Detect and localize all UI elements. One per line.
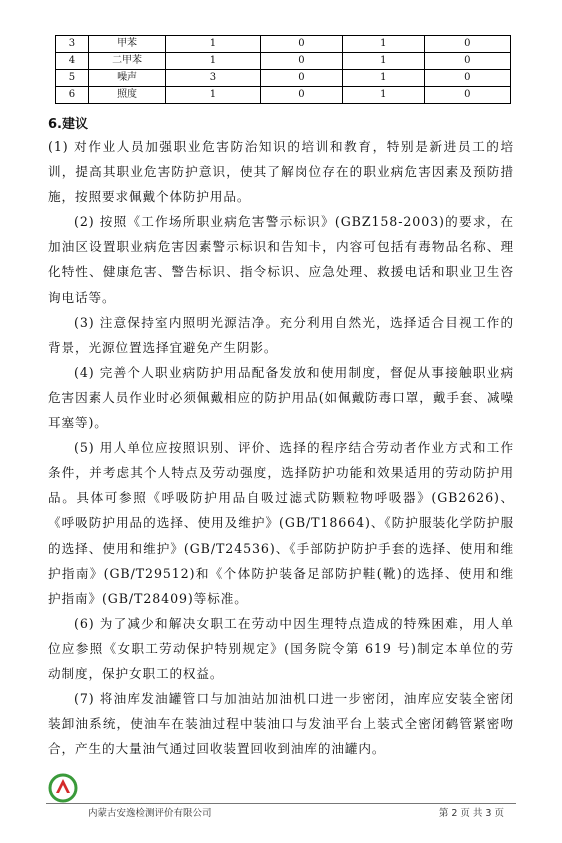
table-row xyxy=(56,87,511,104)
paragraph-5: (5) 用人单位应按照识别、评价、选择的程序结合劳动者作业方式和工作条件，并考虑其个人特点及劳动强度，选择防护功能和效果适用的劳动防护用品。具体可参照《呼吸防护用品自吸过滤式防颗粒物呼吸器》(GB2626)、《呼吸防护用品的选择、使用及维护》(GB/T18664)、《防护服装化学防护服的选择、使用和维护》(GB/T24536)、《手部防护防护手套的选择、使用和维护指南》(GB/T29512)和《个体防护装备足部防护鞋(靴)的选择、使用和维护指南》(GB/T28409)等标准。 xyxy=(48,440,514,606)
paragraph-4: (4) 完善个人职业病防护用品配备发放和使用制度，督促从事接触职业病危害因素人员作业时必须佩戴相应的防护用品(如佩戴防毒口罩，戴手套、减噪耳塞等)。 xyxy=(48,364,514,431)
footer-page-number: 第 2 页 共 3 页 xyxy=(438,808,504,819)
table-cell: 3 xyxy=(56,36,89,53)
table-cell: 照度 xyxy=(88,87,166,104)
table-cell: 4 xyxy=(56,53,89,70)
table-cell: 1 xyxy=(343,53,424,70)
table-cell: 0 xyxy=(424,87,510,104)
footer-divider xyxy=(46,803,516,804)
table-cell: 0 xyxy=(424,36,510,53)
paragraph-1: (1) 对作业人员加强职业危害防治知识的培训和教育，特别是新进员工的培训，提高其职业危害防护意识，使其了解岗位存在的职业病危害因素及预防措施，按照要求佩戴个体防护用品。 xyxy=(48,139,514,205)
table-cell: 1 xyxy=(166,53,260,70)
table-cell: 二甲苯 xyxy=(88,53,166,70)
company-logo-icon xyxy=(48,773,78,803)
section-heading: 6.建议 xyxy=(48,117,88,132)
table-cell: 0 xyxy=(260,36,342,53)
table-cell: 甲苯 xyxy=(88,36,166,53)
table-cell: 0 xyxy=(260,87,342,104)
table-cell: 6 xyxy=(56,87,89,104)
footer-company: 内蒙古安逸检测评价有限公司 xyxy=(88,808,212,819)
table-row xyxy=(56,36,511,53)
data-table xyxy=(55,35,511,104)
table-cell: 1 xyxy=(343,87,424,104)
table-cell: 1 xyxy=(166,87,260,104)
table-cell: 3 xyxy=(166,70,260,87)
table-cell: 1 xyxy=(166,36,260,53)
table-row xyxy=(56,53,511,70)
table-row xyxy=(56,70,511,87)
table-cell: 0 xyxy=(424,70,510,87)
table-cell: 1 xyxy=(343,70,424,87)
section-body xyxy=(48,134,514,761)
table-cell: 5 xyxy=(56,70,89,87)
paragraph-3: (3) 注意保持室内照明光源洁净。充分利用自然光，选择适合目视工作的背景，光源位置选择宜避免产生阴影。 xyxy=(48,314,514,355)
table-cell: 1 xyxy=(343,36,424,53)
table-cell: 噪声 xyxy=(88,70,166,87)
paragraph-6: (6) 为了减少和解决女职工在劳动中因生理特点造成的特殊困难，用人单位应参照《女职工劳动保护特别规定》(国务院令第 619 号)制定本单位的劳动制度，保护女职工的权益。 xyxy=(48,615,514,681)
table-cell: 0 xyxy=(424,53,510,70)
table-cell: 0 xyxy=(260,70,342,87)
table-cell: 0 xyxy=(260,53,342,70)
paragraph-2: (2) 按照《工作场所职业病危害警示标识》(GBZ158-2003)的要求，在加油区设置职业病危害因素警示标识和告知卡，内容可包括有毒物品名称、理化特性、健康危害、警告标识、指令标识、应急处理、救援电话和职业卫生咨询电话等。 xyxy=(48,214,514,305)
paragraph-7: (7) 将油库发油罐管口与加油站加油机口进一步密闭，油库应安装全密闭装卸油系统，使油车在装油过程中装油口与发油平台上装式全密闭鹤管紧密吻合，产生的大量油气通过回收装置回收到油库的油罐内。 xyxy=(48,691,514,757)
